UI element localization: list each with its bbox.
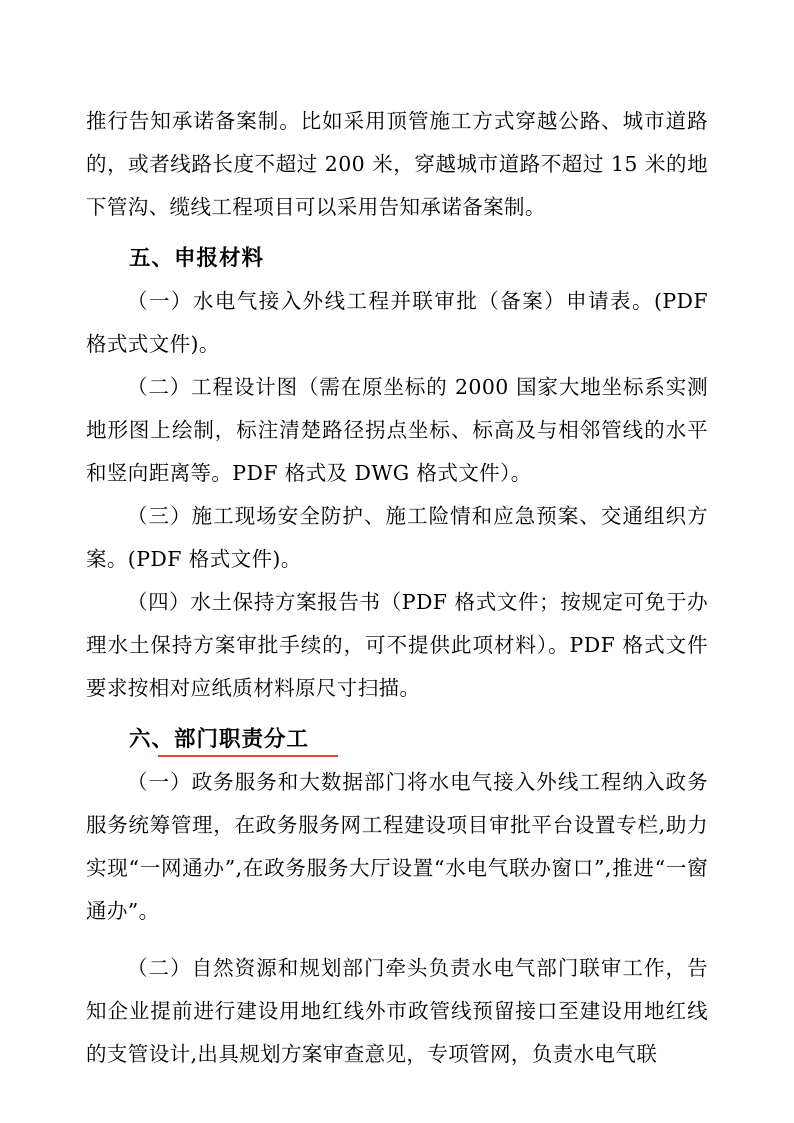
heading-department-responsibilities: 六、部门职责分工 <box>129 727 310 752</box>
spacer <box>86 710 708 718</box>
heading-declaration-materials-wrap <box>86 237 708 280</box>
paragraph-item-one-application-form: （一）水电气接入外线工程并联审批（备案）申请表。(PDF 格式式文件)。 <box>86 289 708 356</box>
spacer <box>86 229 708 237</box>
paragraph-notify-commitment-filing: 推行告知承诺备案制。比如采用顶管施工方式穿越公路、城市道路的，或者线路长度不超过 200 米，穿越城市道路不超过 15 米的地下管沟、缆线工程项目可以采用告知承诺备案制。 <box>86 109 708 219</box>
heading-department-responsibilities-wrap <box>86 718 708 761</box>
paragraph-item-one-government-service-bigdata: （一）政务服务和大数据部门将水电气接入外线工程纳入政务服务统筹管理，在政务服务网工程建设项目审批平台设置专栏,助力实现“一网通办”,在政务服务大厅设置“水电气联办窗口”,推进“一窗通办”。 <box>86 770 708 923</box>
heading-declaration-materials: 五、申报材料 <box>129 246 265 271</box>
document-body <box>86 100 708 1076</box>
paragraph-item-three-safety-protection: （三）施工现场安全防护、施工险情和应急预案、交通组织方案。(PDF 格式文件)。 <box>86 504 708 571</box>
spacer <box>86 933 708 947</box>
red-underline-annotation <box>158 755 338 757</box>
paragraph-item-two-design-drawing: （二）工程设计图（需在原坐标的 2000 国家大地坐标系实测地形图上绘制，标注清楚路径拐点坐标、标高及与相邻管线的水平和竖向距离等。PDF 格式及 DWG 格式文件）。 <box>86 375 708 485</box>
paragraph-item-four-soil-water-conservation: （四）水土保持方案报告书（PDF 格式文件；按规定可免于办理水土保持方案审批手续的，可不提供此项材料）。PDF 格式文件要求按相对应纸质材料原尺寸扫描。 <box>86 590 708 700</box>
paragraph-item-two-natural-resources-planning: （二）自然资源和规划部门牵头负责水电气部门联审工作，告知企业提前进行建设用地红线外市政管线预留接口至建设用地红线的支管设计,出具规划方案审查意见，专项管网，负责水电气联 <box>86 956 708 1066</box>
